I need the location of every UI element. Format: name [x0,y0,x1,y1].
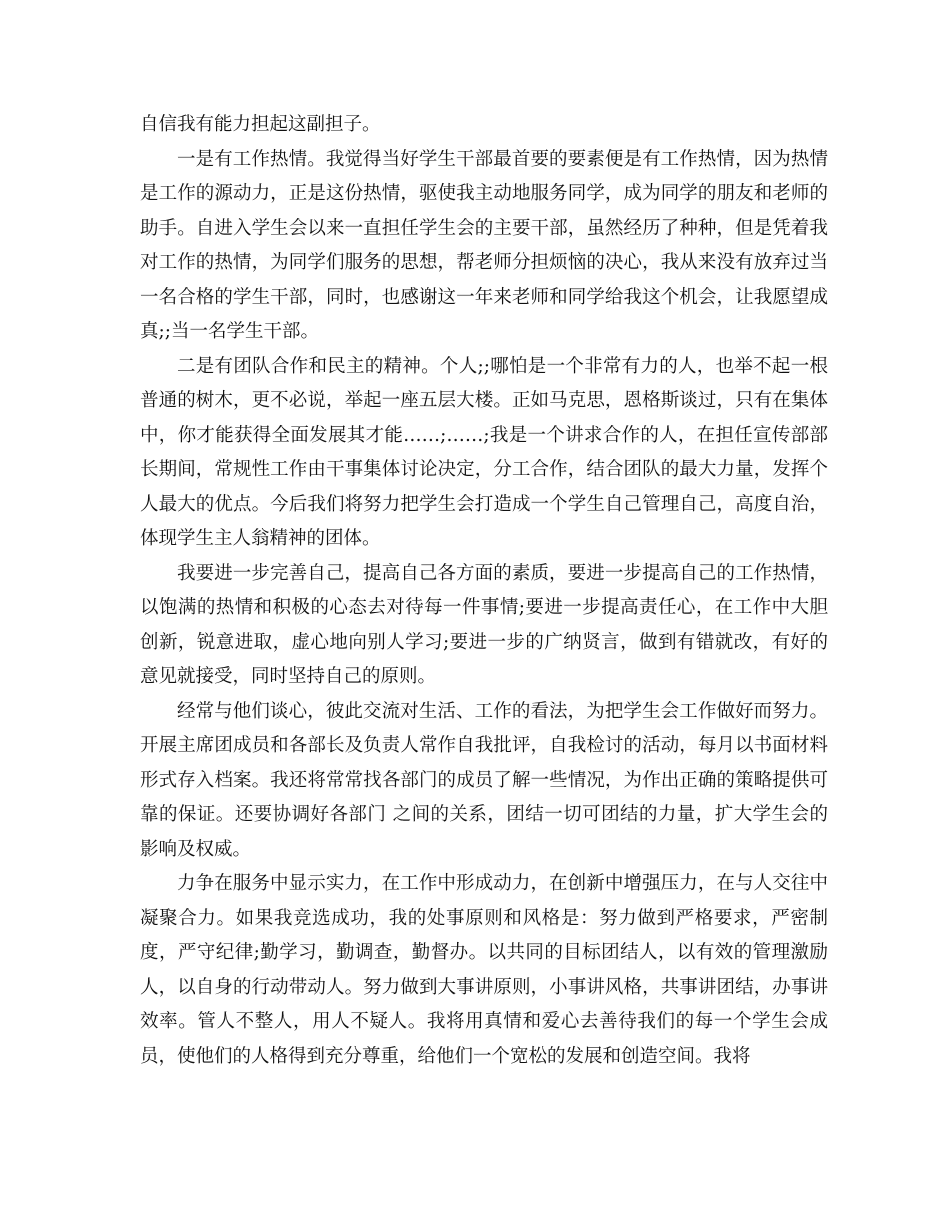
paragraph-work-enthusiasm: 一是有工作热情。我觉得当好学生干部最首要的要素便是有工作热情，因为热情是工作的源动力，正是这份热情，驱使我主动地服务同学，成为同学的朋友和老师的助手。自进入学生会以来一直担任学生会的主要干部，虽然经历了种种，但是凭着我对工作的热情，为同学们服务的思想，帮老师分担烦恼的决心，我从来没有放弃过当一名合格的学生干部，同时，也感谢这一年来老师和同学给我这个机会，让我愿望成真;;当一名学生干部。 [140,148,828,342]
paragraph-service-principles: 力争在服务中显示实力，在工作中形成动力，在创新中增强压力，在与人交往中凝聚合力。如果我竞选成功，我的处事原则和风格是：努力做到严格要求，严密制度，严守纪律;勤学习，勤调查，勤督办。以共同的目标团结人，以有效的管理激励人，以自身的行动带动人。努力做到大事讲原则，小事讲风格，共事讲团结，办事讲效率。管人不整人，用人不疑人。我将用真情和爱心去善待我们的每一个学生会成员，使他们的人格得到充分尊重，给他们一个宽松的发展和创造空间。我将 [140,873,828,1067]
paragraph-continuation: 自信我有能力担起这副担子。 [140,114,381,135]
paragraph-communication: 经常与他们谈心，彼此交流对生活、工作的看法，为把学生会工作做好而努力。开展主席团成员和各部长及负责人常作自我批评，自我检讨的活动，每月以书面材料形式存入档案。我还将常常找各部门的成员了解一些情况，为作出正确的策略提供可靠的保证。还要协调好各部门 之间的关系，团结一切可团结的力量，扩大学生会的影响及权威。 [140,700,828,860]
paragraph-teamwork-democracy: 二是有团队合作和民主的精神。个人;;哪怕是一个非常有力的人，也举不起一根普通的树木，更不必说，举起一座五层大楼。正如马克思，恩格斯谈过，只有在集体中，你才能获得全面发展其才能……;……;我是一个讲求合作的人，在担任宣传部部长期间，常规性工作由干事集体讨论决定，分工合作，结合团队的最大力量，发挥个人最大的优点。今后我们将努力把学生会打造成一个学生自己管理自己，高度自治，体现学生主人翁精神的团体。 [140,355,828,549]
paragraph-self-improvement: 我要进一步完善自己，提高自己各方面的素质，要进一步提高自己的工作热情，以饱满的热情和积极的心态去对待每一件事情;要进一步提高责任心，在工作中大胆创新，锐意进取，虚心地向别人学习;要进一步的广纳贤言，做到有错就改，有好的意见就接受，同时坚持自己的原则。 [140,562,828,687]
document-body [140,108,828,1074]
